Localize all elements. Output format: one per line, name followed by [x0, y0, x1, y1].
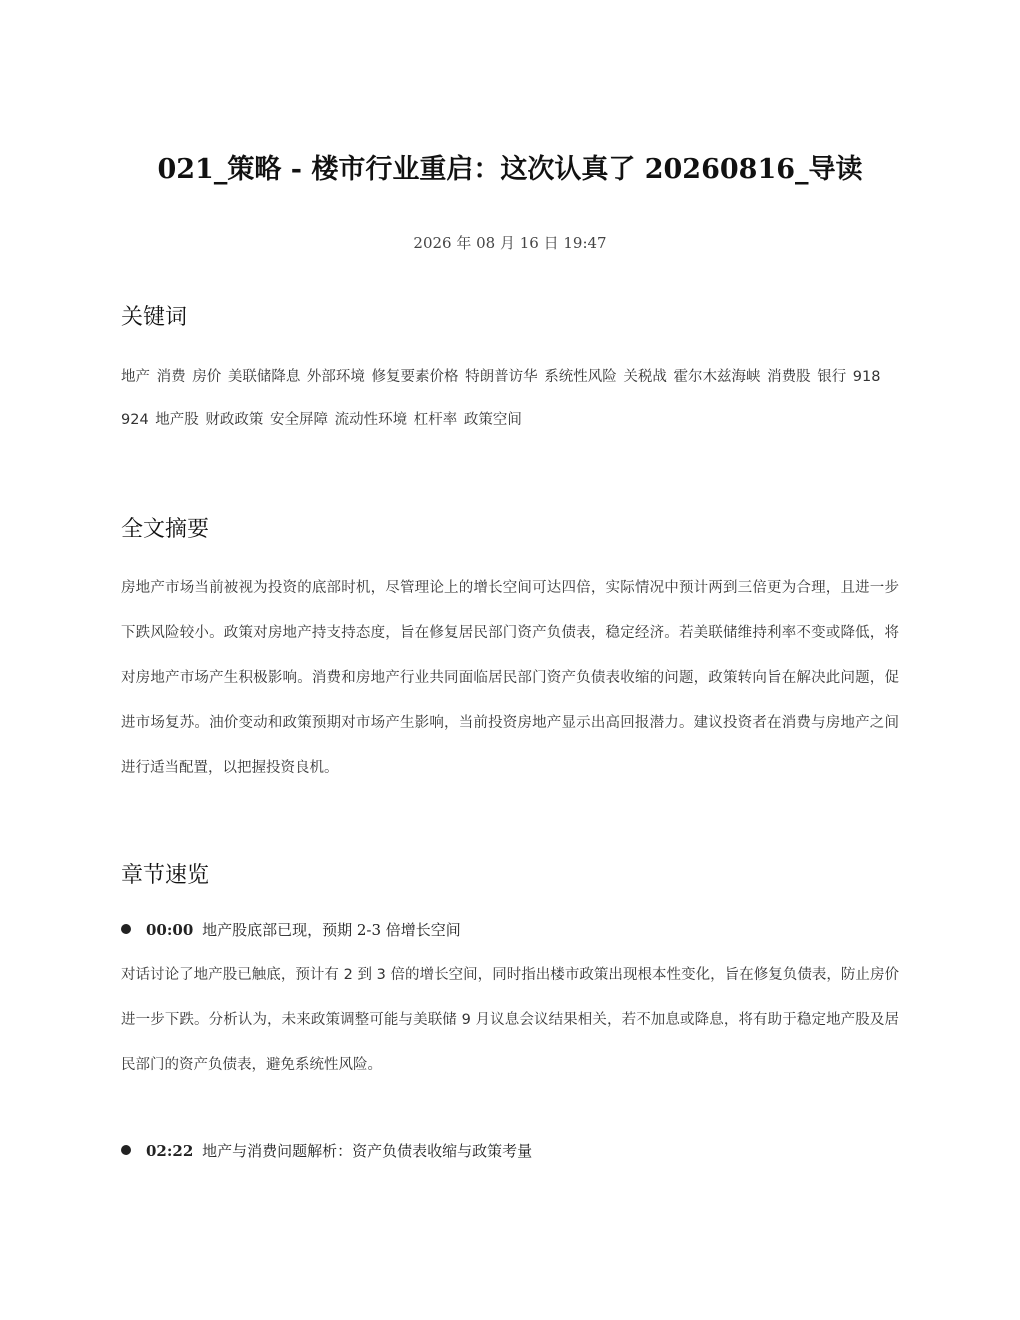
- summary-text: 房地产市场当前被视为投资的底部时机，尽管理论上的增长空间可达四倍，实际情况中预计两到三倍更为合理，且进一步下跌风险较小。政策对房地产持支持态度，旨在修复居民部门资产负债表，稳定经济。若美联储维持利率不变或降低，将对房地产市场产生积极影响。消费和房地产行业共同面临居民部门资产负债表收缩的问题，政策转向旨在解决此问题，促进市场复苏。油价变动和政策预期对市场产生影响，当前投资房地产显示出高回报潜力。建议投资者在消费与房地产之间进行适当配置，以把握投资良机。: [121, 580, 899, 776]
- chapter-body: 对话讨论了地产股已触底，预计有 2 到 3 倍的增长空间，同时指出楼市政策出现根本性变化，旨在修复负债表，防止房价进一步下跌。分析认为，未来政策调整可能与美联储 9 月议息会议结果相关，若不加息或降息，将有助于稳定地产股及居民部门的资产负债表，避免系统性风险。: [121, 967, 899, 1073]
- chapter-item: [121, 1139, 901, 1163]
- bullet-icon: [121, 1145, 131, 1155]
- chapter-title: 地产股底部已现，预期 2-3 倍增长空间: [202, 921, 461, 939]
- chapter-timestamp[interactable]: 02:22: [146, 1142, 194, 1160]
- summary-heading: 全文摘要: [121, 517, 210, 542]
- bullet-icon: [121, 924, 131, 934]
- chapter-timestamp[interactable]: 00:00: [146, 921, 194, 939]
- keywords-list: 地产 消费 房价 美联储降息 外部环境 修复要素价格 特朗普访华 系统性风险 关税战 霍尔木兹海峡 消费股 银行 918 924 地产股 财政政策 安全屏障 流动性环境 杠杆率 政策空间: [121, 369, 881, 428]
- chapter-title: 地产与消费问题解析：资产负债表收缩与政策考量: [202, 1142, 533, 1160]
- document-title: 021_策略 - 楼市行业重启：这次认真了 20260816_导读: [157, 154, 863, 185]
- keywords-heading: 关键词: [121, 305, 188, 330]
- chapters-heading: 章节速览: [121, 863, 210, 888]
- document-date: 2026 年 08 月 16 日 19:47: [413, 234, 607, 252]
- chapter-item: [121, 918, 901, 942]
